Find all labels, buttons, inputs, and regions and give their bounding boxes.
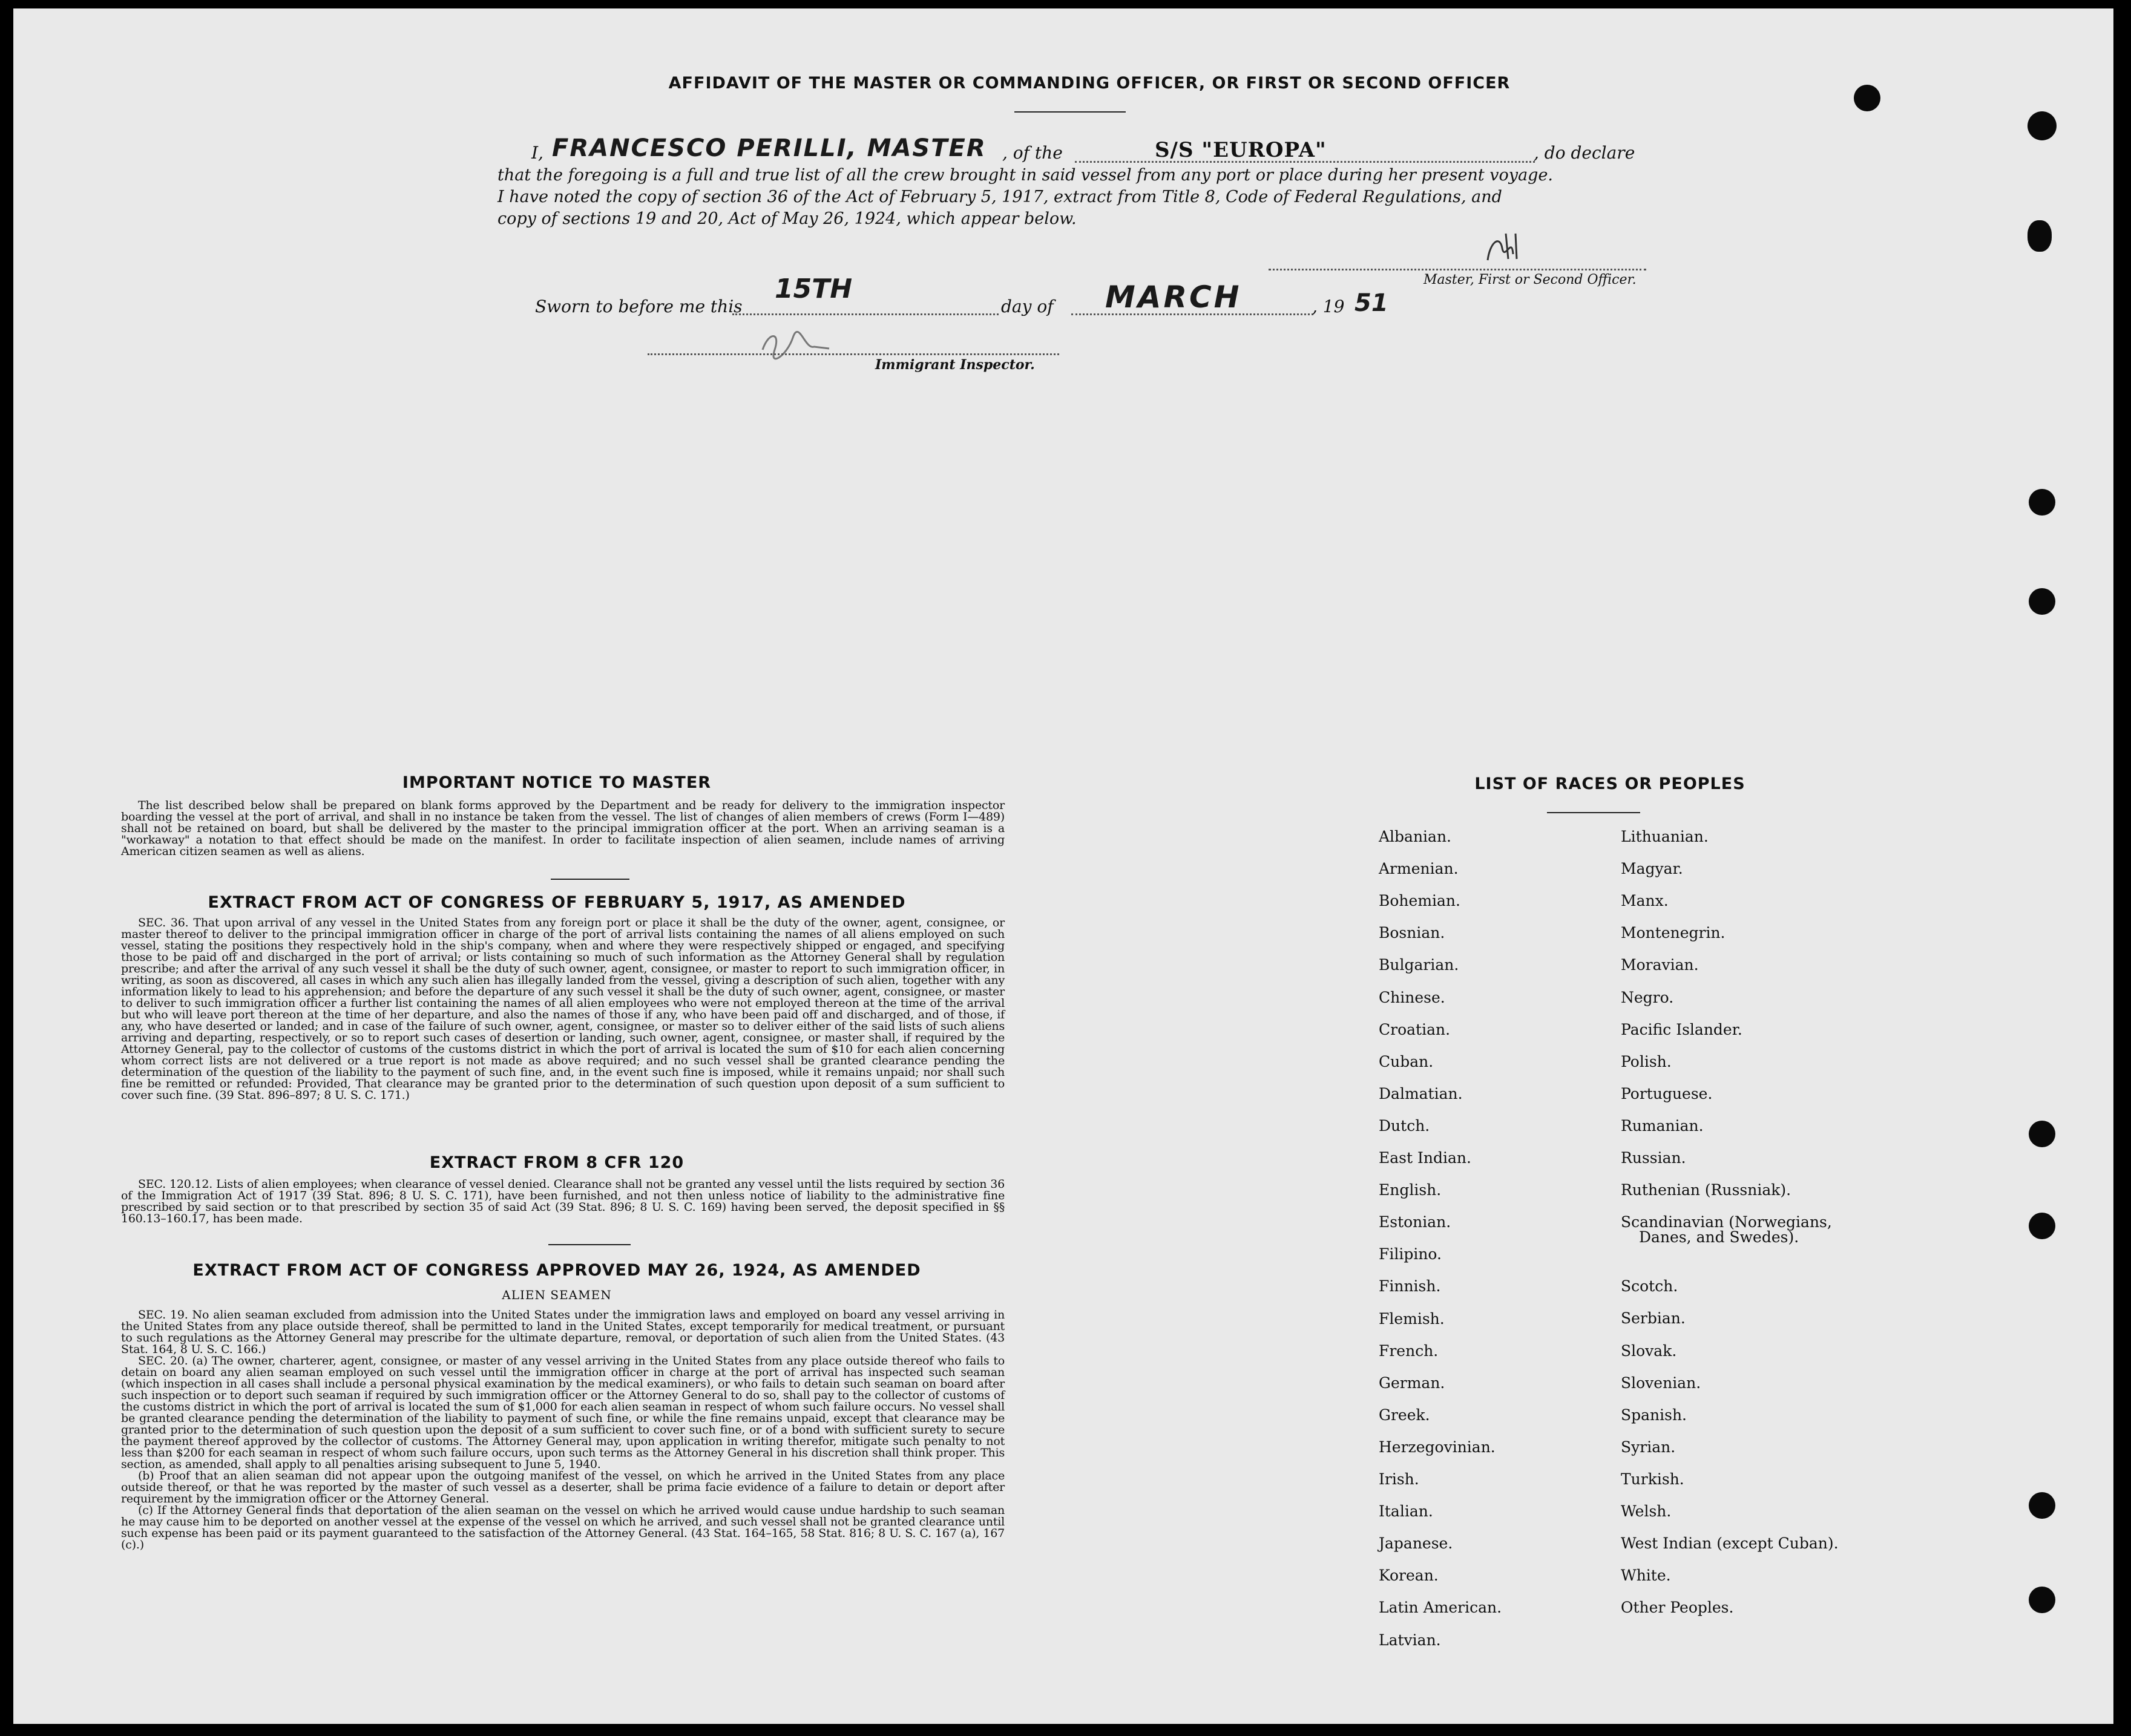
race-item: Korean. [1379,1567,1439,1585]
punch-hole [1854,85,1880,111]
race-item: Flemish. [1379,1309,1445,1328]
race-item: Bohemian. [1379,892,1460,910]
race-item: Pacific Islander. [1621,1020,1742,1038]
race-item: Bosnian. [1379,924,1445,942]
extract-1917-heading: EXTRACT FROM ACT OF CONGRESS OF FEBRUARY 5, 1917, AS AMENDED [208,893,906,912]
race-item: French. [1379,1341,1439,1360]
race-item: Welsh. [1621,1502,1672,1520]
inspector-signature-line [648,353,1059,355]
race-item: Slovenian. [1621,1374,1701,1392]
extract-1924-paragraph: (b) Proof that an alien seaman did not appear upon the outgoing manifest of the vessel, on which he arrived in the United States from any place outside thereof, or that he was reported by the master of such vessel as a deserter, shall be prima facie evidence of a failure to detain or deport after requirement by the immigration officer or the Attorney General. [121,1469,1005,1505]
race-item: Croatian. [1379,1020,1451,1038]
race-item: Cuban. [1379,1052,1434,1070]
race-item: Syrian. [1621,1438,1676,1456]
day-of-label: day of [1001,296,1054,316]
affidavit-body-line-2: I have noted the copy of section 36 of the Act of February 5, 1917, extract from Title 8, Code of Federal Regulations, and [497,188,1502,206]
race-item: Latvian. [1379,1631,1441,1649]
punch-hole [2028,111,2057,140]
title-divider [1014,111,1126,113]
sworn-day-handwritten: 15TH [775,274,853,304]
race-item: White. [1621,1567,1671,1585]
race-item: Serbian. [1621,1309,1686,1328]
race-item: Lithuanian. [1621,828,1709,845]
extract-1924-paragraph: SEC. 19. No alien seaman excluded from admission into the United States under the immigration laws and employed on board any vessel arriving in the United States from any place outside thereof, shall be permitted to land in the United States, except temporarily for medical treatment, or pursuant to such regulations as the Attorney General may prescribe for the ultimate departure, removal, or deportation of such alien from the United States. (43 Stat. 164, 8 U. S. C. 166.) [121,1308,1005,1356]
extract-1924-heading: EXTRACT FROM ACT OF CONGRESS APPROVED MAY 26, 1924, AS AMENDED [192,1261,921,1280]
punch-hole [2029,1121,2055,1147]
extract-1924-paragraph: (c) If the Attorney General finds that deportation of the alien seaman on the vessel on which he arrived would cause undue hardship to such seaman he may cause him to be deported on another vessel at the expense of the vessel on which he arrived, and such vessel shall not be granted clearance until such expense has been paid or its payment guaranteed to the satisfaction of the Attorney General. (43 Stat. 164–165, 58 Stat. 816; 8 U. S. C. 167 (a), 167 (c).) [121,1504,1005,1551]
race-item: Filipino. [1379,1245,1442,1263]
sworn-day-line [732,313,999,315]
master-name-handwritten: FRANCESCO PERILLI, MASTER [552,134,987,162]
sworn-text: Sworn to before me this [535,296,743,316]
race-item: Scotch. [1621,1277,1678,1295]
race-item: Albanian. [1379,828,1452,845]
notice-text: The list described below shall be prepared on blank forms approved by the Department and be ready for delivery to the immigration inspector boarding the vessel at the port of arrival, and shall in no instance be taken from the vessel. The list of changes of alien members of crews (Form I—489) shall not be retained on board, but shall be delivered by the master to the principal immigration officer at the port. When an arriving seaman is a "workaway" a notation to that effect should be made on the manifest. In order to facilitate inspection of alien seamen, include names of arriving American citizen seamen as well as aliens. [121,799,1005,858]
punch-hole [2029,1213,2055,1239]
race-item: Magyar. [1621,860,1683,878]
do-declare-label: , do declare [1534,143,1635,163]
race-item: Dalmatian. [1379,1084,1463,1102]
race-item: Other Peoples. [1621,1599,1734,1617]
race-item: Polish. [1621,1052,1672,1070]
inspector-signature [757,326,835,364]
race-item: West Indian (except Cuban). [1621,1535,1839,1553]
master-signature-caption: Master, First or Second Officer. [1423,272,1637,287]
extract-cfr-text: SEC. 120.12. Lists of alien employees; when clearance of vessel denied. Clearance shall not be granted any vessel until the lists required by section 36 of the Immigration Act of 1917 (39 Stat. 896; 8 U. S. C. 171), have been furnished, and not then unless notice of liability to the administrative fine prescribed by said section or to that prescribed by section 35 of said Act (39 Stat. 896; 8 U. S. C. 169) having been served, the deposit specified in §§ 160.13–160.17, has been made. [121,1178,1005,1225]
race-item: Montenegrin. [1621,924,1725,942]
vessel-name: S/S "EUROPA" [1155,138,1327,162]
notice-divider [551,879,629,880]
race-item: Negro. [1621,988,1674,1006]
race-item: English. [1379,1181,1442,1199]
extract-1924-paragraph: SEC. 20. (a) The owner, charterer, agent, consignee, or master of any vessel arriving in the United States from any place outside thereof who fails to detain on board any alien seaman employed on such vessel until the immigration officer in charge at the port of arrival has inspected such seaman (which inspection in all cases shall include a personal physical examination by the medical examiners), or who fails to detain such seaman on board after such inspection or to deport such seaman if required by such immigration officer or the Attorney General to do so, shall pay to the collector of customs of the customs district in which the port of arrival is located the sum of $1,000 for each alien seaman in respect of whom such failure occurs. No vessel shall be granted clearance pending the determination of the liability to payment of such fine, or while the fine remains unpaid, except that clearance may be granted prior to the determination of such question upon the deposit of a sum sufficient to cover such fine, or of a bond with sufficient surety to secure the payment thereof approved by the collector of customs. The Attorney General may, upon application in writing therefor, mitigate such penalty to not less than $200 for each seaman in respect of whom such failure occurs, upon such terms as the Attorney General in his discretion shall think proper. This section, as amended, shall apply to all penalties arising subsequent to June 5, 1940. [121,1354,1005,1471]
race-item: Rumanian. [1621,1116,1704,1135]
punch-hole [2029,489,2055,516]
race-item: Latin American. [1379,1599,1502,1617]
race-item: Irish. [1379,1470,1419,1488]
race-item: Chinese. [1379,988,1445,1006]
affidavit-body-line-3: copy of sections 19 and 20, Act of May 26, 1924, which appear below. [497,209,1077,228]
race-item: Armenian. [1379,860,1459,878]
race-item: Ruthenian (Russniak). [1621,1181,1791,1199]
race-item: Russian. [1621,1149,1686,1167]
race-item: German. [1379,1374,1445,1392]
race-item: Spanish. [1621,1406,1687,1424]
race-item: Finnish. [1379,1277,1441,1295]
inspector-caption: Immigrant Inspector. [875,357,1035,373]
races-heading: LIST OF RACES OR PEOPLES [1474,775,1745,793]
cfr-divider [548,1244,631,1245]
race-item: Danes, and Swedes). [1639,1228,1799,1246]
race-item: Japanese. [1379,1535,1453,1553]
extract-1924-subheading: ALIEN SEAMEN [502,1288,612,1302]
race-item: Bulgarian. [1379,956,1459,974]
extract-1924-body [121,1309,1005,1551]
year-prefix: , 19 [1312,296,1345,316]
race-item: Slovak. [1621,1341,1677,1360]
affidavit-title: AFFIDAVIT OF THE MASTER OR COMMANDING OFFICER, OR FIRST OR SECOND OFFICER [668,74,1511,93]
race-item: Portuguese. [1621,1084,1713,1102]
punch-hole [2029,1492,2055,1519]
race-item: Scandinavian (Norwegians, [1621,1213,1832,1231]
race-item: Greek. [1379,1406,1430,1424]
race-item: Italian. [1379,1502,1433,1521]
race-item: Herzegovinian. [1379,1438,1496,1456]
punch-hole [2029,1587,2055,1613]
master-signature-line [1269,269,1646,270]
of-the-label: , of the [1002,143,1063,163]
extract-cfr-heading: EXTRACT FROM 8 CFR 120 [429,1153,685,1172]
races-divider [1547,812,1640,813]
i-prefix: I, [531,143,543,163]
master-signature [1482,230,1524,269]
race-item: East Indian. [1379,1149,1471,1167]
affidavit-body-line-1: that the foregoing is a full and true list of all the crew brought in said vessel from any port or place during her present voyage. [497,166,1554,185]
race-item: Dutch. [1379,1116,1430,1135]
sworn-month-handwritten: MARCH [1105,280,1242,315]
year-suffix-handwritten: 51 [1354,289,1388,317]
punch-hole [2028,220,2052,252]
race-item: Estonian. [1379,1213,1451,1231]
notice-heading: IMPORTANT NOTICE TO MASTER [402,773,712,792]
extract-1917-text: SEC. 36. That upon arrival of any vessel in the United States from any foreign port or place it shall be the duty of the owner, agent, consignee, or master thereof to deliver to the principal immigration officer in charge of the port of arrival lists containing the names of all aliens employed on such vessel, stating the positions they respectively hold in the ship's company, when and where they were respectively shipped or engaged, and specifying those to be paid off and discharged in the port of arrival; or lists containing so much of such information as the Attorney General shall by regulation prescribe; and after the arrival of any such vessel it shall be the duty of such owner, agent, consignee, or master to report to such immigration officer, in writing, as soon as discovered, all cases in which any such alien has illegally landed from the vessel, giving a description of such alien, together with any information likely to lead to his apprehension; and before the departure of any such vessel it shall be the duty of such owner, agent, consignee, or master to deliver to such immigration officer a further list containing the names of all alien employees who were not employed thereon at the time of the arrival but who will leave port thereon at the time of her departure, and also the names of those if any, who have been paid off and discharged, and of those, if any, who have deserted or landed; and in case of the failure of such owner, agent, consignee, or master so to deliver either of the said lists of such aliens arriving and departing, respectively, or so to report such cases of desertion or landing, such owner, agent, consignee, or master shall, if required by the Attorney General, pay to the collector of customs of the customs district in which the port of arrival is located the sum of $10 for each alien concerning whom correct lists are not delivered or a true report is not made as above required; and no such vessel shall be granted clearance pending the determination of the question of the liability to the payment of such fine, and, in the event such fine is imposed, while it remains unpaid; nor shall such fine be remitted or refunded: Provided, That clearance may be granted prior to the determination of such question upon deposit of a sum sufficient to cover such fine. (39 Stat. 896–897; 8 U. S. C. 171.) [121,916,1005,1102]
race-item: Manx. [1621,892,1669,910]
race-item: Turkish. [1621,1470,1684,1488]
punch-hole [2029,588,2055,615]
race-item: Moravian. [1621,956,1699,974]
